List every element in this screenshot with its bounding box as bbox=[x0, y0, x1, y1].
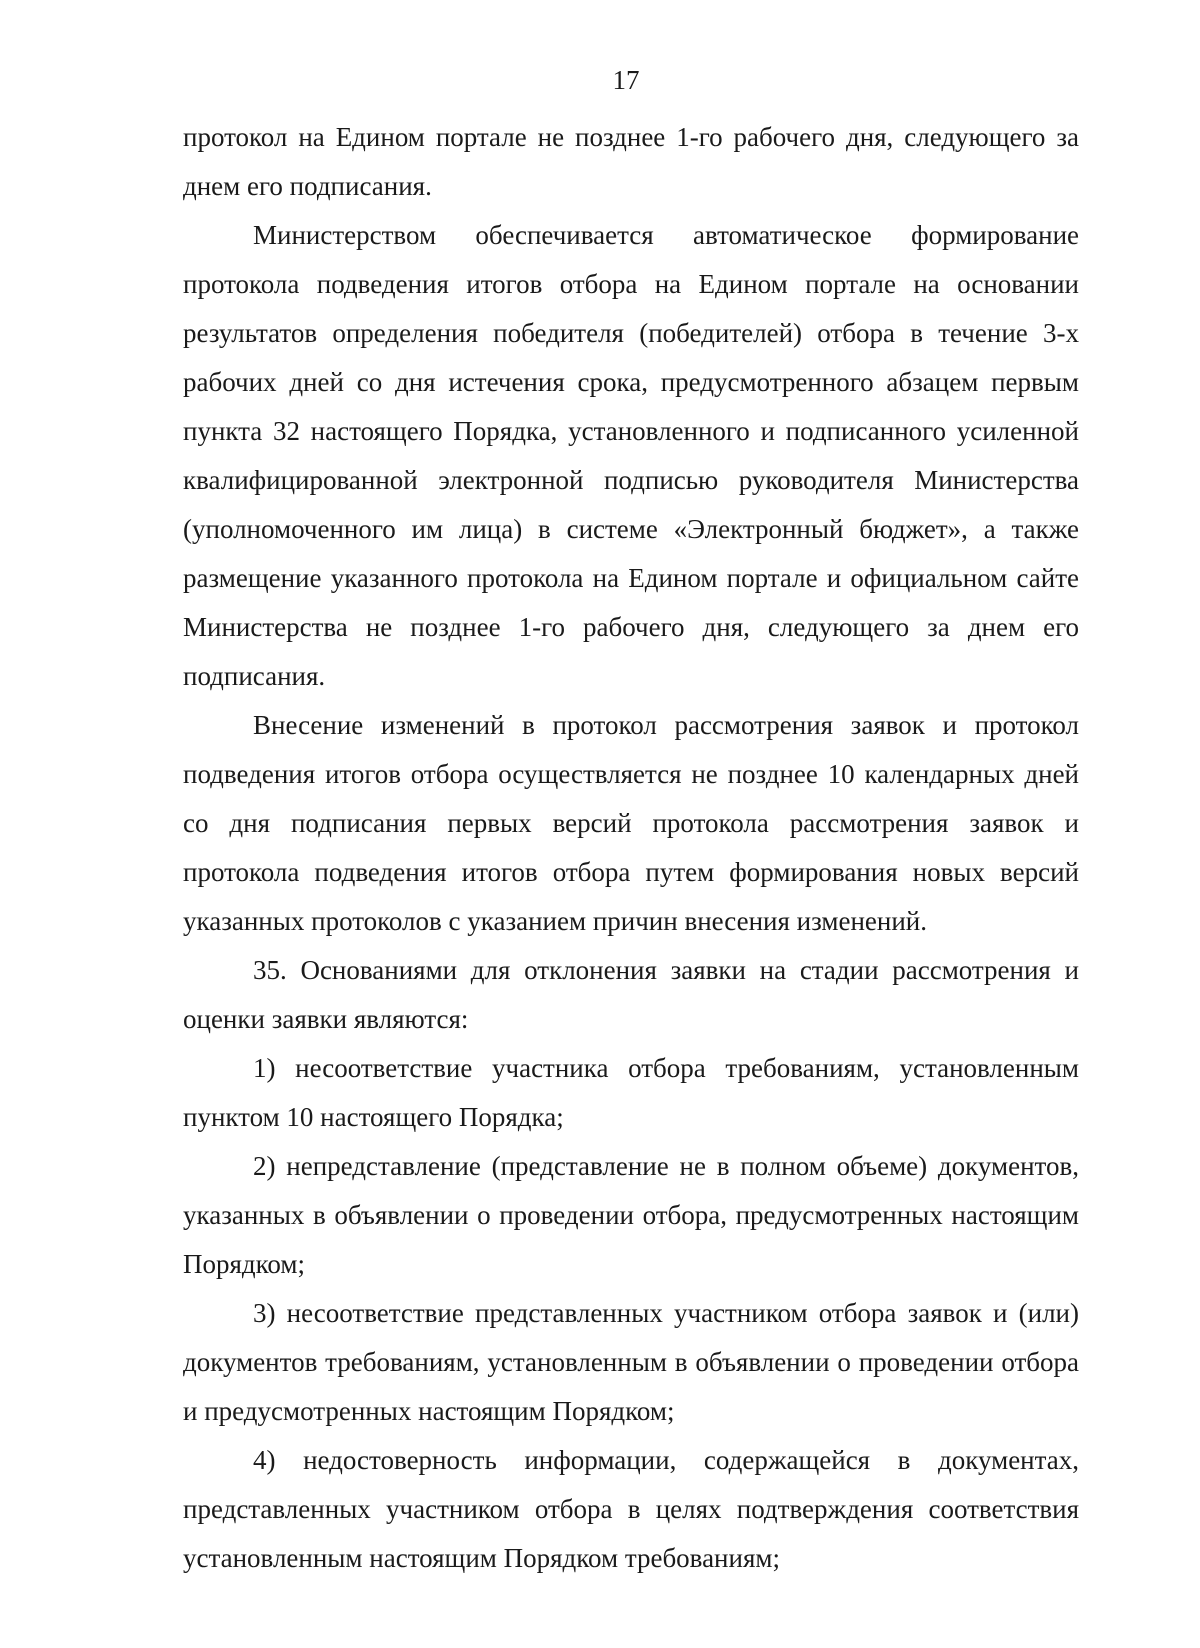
list-item-ground-2: 2) непредставление (представление не в полном объеме) документов, указанных в объявлении о проведении отбора, предусмотренных настоящим Порядком; bbox=[183, 1151, 1079, 1279]
paragraph-protocol-amendments: Внесение изменений в протокол рассмотрения заявок и протокол подведения итогов отбора осуществляется не позднее 10 календарных дней со дня подписания первых версий протокола рассмотрения заявок и протокола подведения итогов отбора путем формирования новых версий указанных протоколов с указанием причин внесения изменений. bbox=[183, 710, 1079, 936]
list-item-ground-3: 3) несоответствие представленных участником отбора заявок и (или) документов требованиям, установленным в объявлении о проведении отбора и предусмотренных настоящим Порядком; bbox=[183, 1298, 1079, 1426]
page-number: 17 bbox=[612, 65, 640, 95]
document-body bbox=[183, 113, 1079, 1583]
paragraph-protocol-publication: протокол на Едином портале не позднее 1-го рабочего дня, следующего за днем его подписания. bbox=[183, 122, 1079, 201]
paragraph-rejection-grounds-heading: 35. Основаниями для отклонения заявки на стадии рассмотрения и оценки заявки являются: bbox=[183, 955, 1079, 1034]
list-item-ground-1: 1) несоответствие участника отбора требованиям, установленным пунктом 10 настоящего Порядка; bbox=[183, 1053, 1079, 1132]
list-item-ground-4: 4) недостоверность информации, содержащейся в документах, представленных участником отбора в целях подтверждения соответствия установленным настоящим Порядком требованиям; bbox=[183, 1445, 1079, 1573]
paragraph-summary-protocol-formation: Министерством обеспечивается автоматическое формирование протокола подведения итогов отбора на Едином портале на основании результатов определения победителя (победителей) отбора в течение 3-х рабочих дней со дня истечения срока, предусмотренного абзацем первым пункта 32 настоящего Порядка, установленного и подписанного усиленной квалифицированной электронной подписью руководителя Министерства (уполномоченного им лица) в системе «Электронный бюджет», а также размещение указанного протокола на Едином портале и официальном сайте Министерства не позднее 1-го рабочего дня, следующего за днем его подписания. bbox=[183, 220, 1079, 691]
